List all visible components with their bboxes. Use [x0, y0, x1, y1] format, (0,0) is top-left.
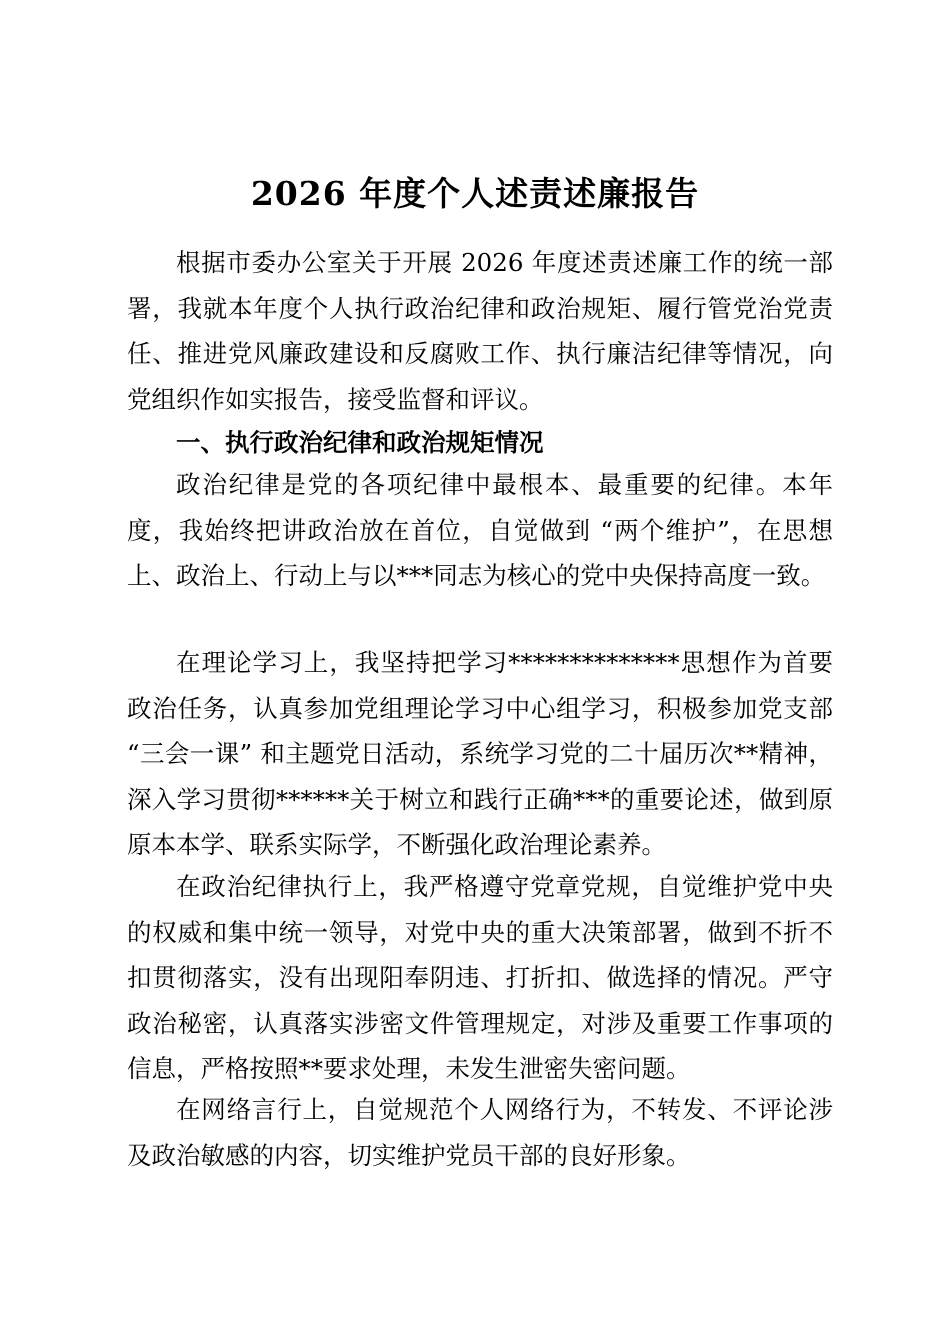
document-title: 2026 年度个人述责述廉报告	[250, 174, 700, 213]
intro-paragraph: 根据市委办公室关于开展 2026 年度述责述廉工作的统一部署，我就本年度个人执行政治纪律和政治规矩、履行管党治党责任、推进党风廉政建设和反腐败工作、执行廉洁纪律等情况，向党组织作如实报告，接受监督和评议。	[127, 248, 833, 414]
paragraph-political-discipline: 政治纪律是党的各项纪律中最根本、最重要的纪律。本年度，我始终把讲政治放在首位，自觉做到 “两个维护”，在思想上、政治上、行动上与以***同志为核心的党中央保持高度一致。	[127, 470, 833, 590]
paragraph-discipline-execution: 在政治纪律执行上，我严格遵守党章党规，自觉维护党中央的权威和集中统一领导，对党中央的重大决策部署，做到不折不扣贯彻落实，没有出现阳奉阴违、打折扣、做选择的情况。严守政治秘密，认真落实涉密文件管理规定，对涉及重要工作事项的信息，严格按照**要求处理，未发生泄密失密问题。	[127, 872, 833, 1083]
section-heading: 一、执行政治纪律和政治规矩情况	[176, 428, 544, 457]
paragraph-online-conduct: 在网络言行上，自觉规范个人网络行为，不转发、不评论涉及政治敏感的内容，切实维护党员干部的良好形象。	[127, 1095, 833, 1170]
paragraph-theory-study: 在理论学习上，我坚持把学习**************思想作为首要政治任务，认真参加党组理论学习中心组学习，积极参加党支部 “三会一课” 和主题党日活动，系统学习党的二十届历次**精神，深入学习贯彻******关于树立和践行正确***的重要论述，做到原原本本学、联系实际学，不断强化政治理论素养。	[127, 648, 833, 859]
